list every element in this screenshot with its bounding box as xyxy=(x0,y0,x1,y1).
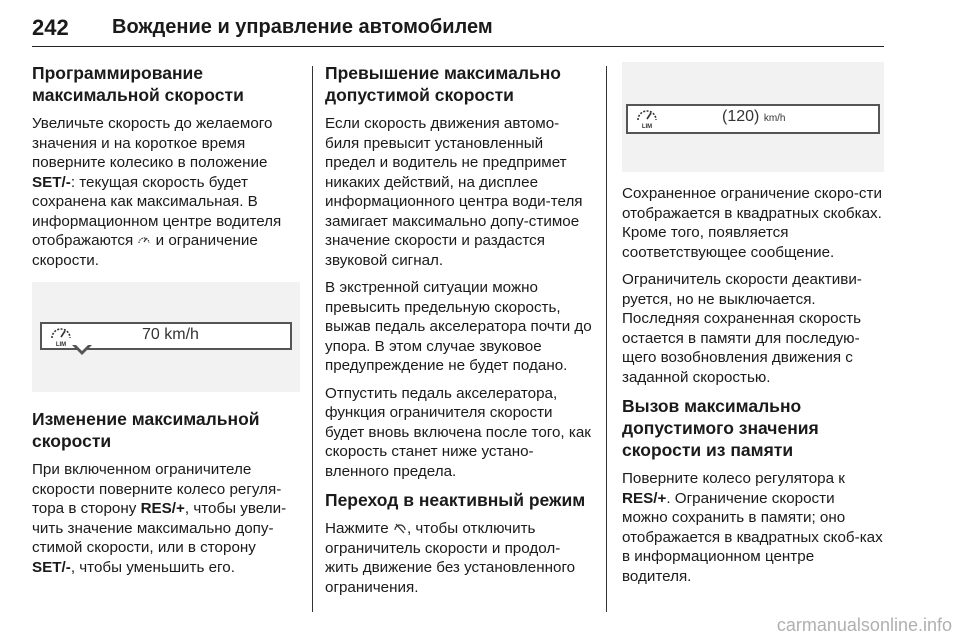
control-label-set: SET/- xyxy=(32,558,71,576)
paragraph-inactive xyxy=(325,519,593,597)
display-callout xyxy=(72,345,92,355)
section-title-change: Изменение максимальной скорости xyxy=(32,409,260,451)
text: , чтобы увели-чить значение максимально допу-стимой скорости, или в сторону xyxy=(32,500,287,556)
section-title-inactive: Переход в неактивный режим xyxy=(325,490,586,510)
column-divider xyxy=(606,66,607,612)
column-2 xyxy=(325,62,593,605)
paragraph-programming xyxy=(32,114,300,270)
text: : текущая скорость будет сохранена как максимальная. В информационном центре водителя отображаются xyxy=(32,173,282,249)
display-illustration-stored xyxy=(622,62,884,172)
speed-value: 70 km/h xyxy=(142,326,199,343)
cancel-limiter-icon xyxy=(393,521,407,535)
section-title-exceed: Превышение максимально допустимой скорости xyxy=(325,63,561,105)
section-title-recall: Вызов максимально допустимого значения скорости из памяти xyxy=(622,396,819,460)
speed-unit: km/h xyxy=(763,113,786,124)
driver-info-display xyxy=(626,104,880,134)
page-number: 242 xyxy=(32,15,69,40)
column-divider xyxy=(312,66,313,612)
page-header xyxy=(32,10,884,47)
control-label-res: RES/+ xyxy=(140,500,185,517)
text: При включенном ограничителе скорости поверните колесо регуля-тора в сторону xyxy=(32,461,282,517)
speed-limiter-icon xyxy=(137,233,151,247)
control-label-res: RES/+ xyxy=(622,489,667,507)
watermark: carmanualsonline.info xyxy=(776,615,952,635)
stored-speed-value: (120) xyxy=(722,108,760,125)
paragraph-exceed-3: Отпустить педаль акселератора, функция ограничителя скорости будет вновь включена после того, как скорость станет ниже устано-вленного предела. xyxy=(325,384,591,480)
paragraph-exceed-1: Если скорость движения автомо-биля превысит установленный предел и водитель не предпримет никаких действий, на дисплее информационного центра води-теля замигает максимально допу-стимое значение скорости и раздастся звуковой сигнал. xyxy=(325,115,583,269)
text: , чтобы уменьшить его. xyxy=(70,558,235,576)
text: и ограничение скорости. xyxy=(32,232,258,269)
paragraph-change xyxy=(32,460,300,577)
paragraph-exceed-2: В экстренной ситуации можно превысить предельную скорость, выжав педаль акселератора почти до упора. В этом случае звуковое предупреждение не будет подано. xyxy=(325,279,592,374)
paragraph-stored-1: Сохраненное ограничение скоро-сти отображается в квадратных скобках. Кроме того, появляется соответствующее сообщение. xyxy=(622,185,882,261)
text: , чтобы отключить ограничитель скорости и продол-жить движение без установленного ограничения. xyxy=(325,520,576,596)
lim-label: LIM xyxy=(55,342,67,347)
chapter-title: Вождение и управление автомобилем xyxy=(112,16,493,38)
text: . Ограничение скорости можно сохранить в памяти; оно отображается в квадратных скоб-ках в информационном центре водителя. xyxy=(622,489,883,585)
column-3 xyxy=(622,62,884,594)
stored-speed xyxy=(722,108,785,126)
lim-label: LIM xyxy=(641,124,653,129)
paragraph-recall xyxy=(622,469,884,586)
text: Увеличьте скорость до желаемого значения и на короткое время поверните колесико в положение xyxy=(32,115,273,171)
text: Поверните колесо регулятора к xyxy=(622,470,845,487)
column-1 xyxy=(32,62,300,585)
display-illustration-limit xyxy=(32,282,300,392)
section-title-programming: Программирование максимальной скорости xyxy=(32,63,244,105)
speed-limiter-icon xyxy=(48,325,74,347)
control-label-set: SET/- xyxy=(32,173,71,191)
speed-limiter-icon xyxy=(634,107,660,129)
paragraph-stored-2: Ограничитель скорости деактиви-руется, но не выключается. Последняя сохраненная скорость остается в памяти для последую-щего возобновления движения с заданной скоростью. xyxy=(622,271,862,386)
text: Нажмите xyxy=(325,520,393,537)
